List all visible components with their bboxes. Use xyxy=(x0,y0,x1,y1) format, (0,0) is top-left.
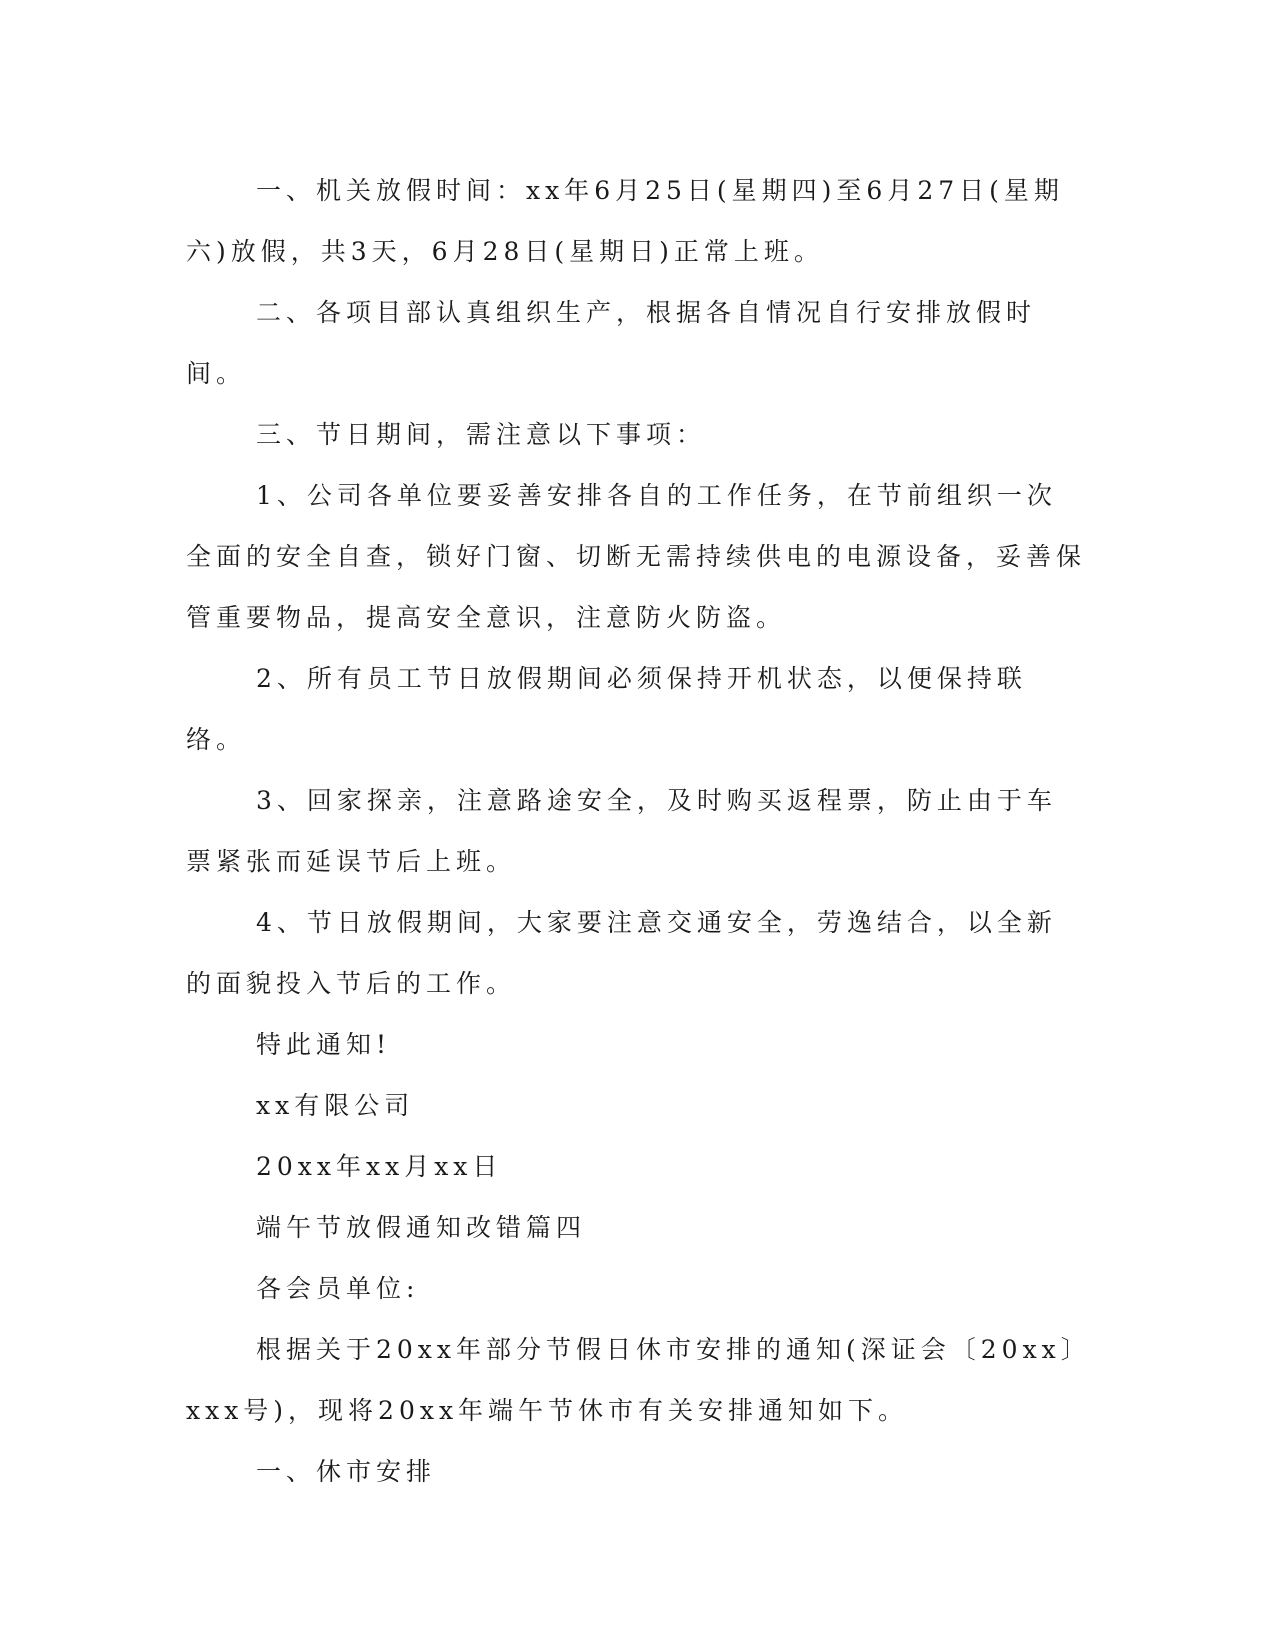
paragraph-holiday-notices-heading: 三、节日期间，需注意以下事项： xyxy=(256,420,707,449)
paragraph-company-name: xx有限公司 xyxy=(256,1091,415,1120)
paragraph-item-1-safety: 1、公司各单位要妥善安排各自的工作任务，在节前组织一次全面的安全自查，锁好门窗、切断无需持续供电的电源设备，妥善保管重要物品，提高安全意识，注意防火防盗。 xyxy=(186,481,1087,632)
paragraph-item-3-travel: 3、回家探亲，注意路途安全，及时购买返程票，防止由于车票紧张而延误节后上班。 xyxy=(186,786,1057,876)
paragraph-item-2-contact: 2、所有员工节日放假期间必须保持开机状态，以便保持联络。 xyxy=(186,664,1027,754)
document-body xyxy=(186,160,1086,1502)
paragraph-office-holiday-time: 一、机关放假时间：xx年6月25日(星期四)至6月27日(星期六)放假，共3天，6月28日(星期日)正常上班。 xyxy=(186,176,1064,266)
paragraph-item-4-traffic: 4、节日放假期间，大家要注意交通安全，劳逸结合，以全新的面貌投入节后的工作。 xyxy=(186,908,1057,998)
paragraph-salutation: 各会员单位: xyxy=(256,1274,420,1303)
paragraph-section-title: 端午节放假通知改错篇四 xyxy=(256,1213,587,1242)
paragraph-date: 20xx年xx月xx日 xyxy=(256,1152,503,1181)
paragraph-notice-closing: 特此通知! xyxy=(256,1030,392,1059)
paragraph-closure-heading: 一、休市安排 xyxy=(256,1457,437,1486)
paragraph-project-arrangement: 二、各项目部认真组织生产，根据各自情况自行安排放假时间。 xyxy=(186,298,1037,388)
paragraph-market-closure-intro: 根据关于20xx年部分节假日休市安排的通知(深证会〔20xx〕xxx号)，现将20xx年端午节休市有关安排通知如下。 xyxy=(186,1335,1079,1425)
